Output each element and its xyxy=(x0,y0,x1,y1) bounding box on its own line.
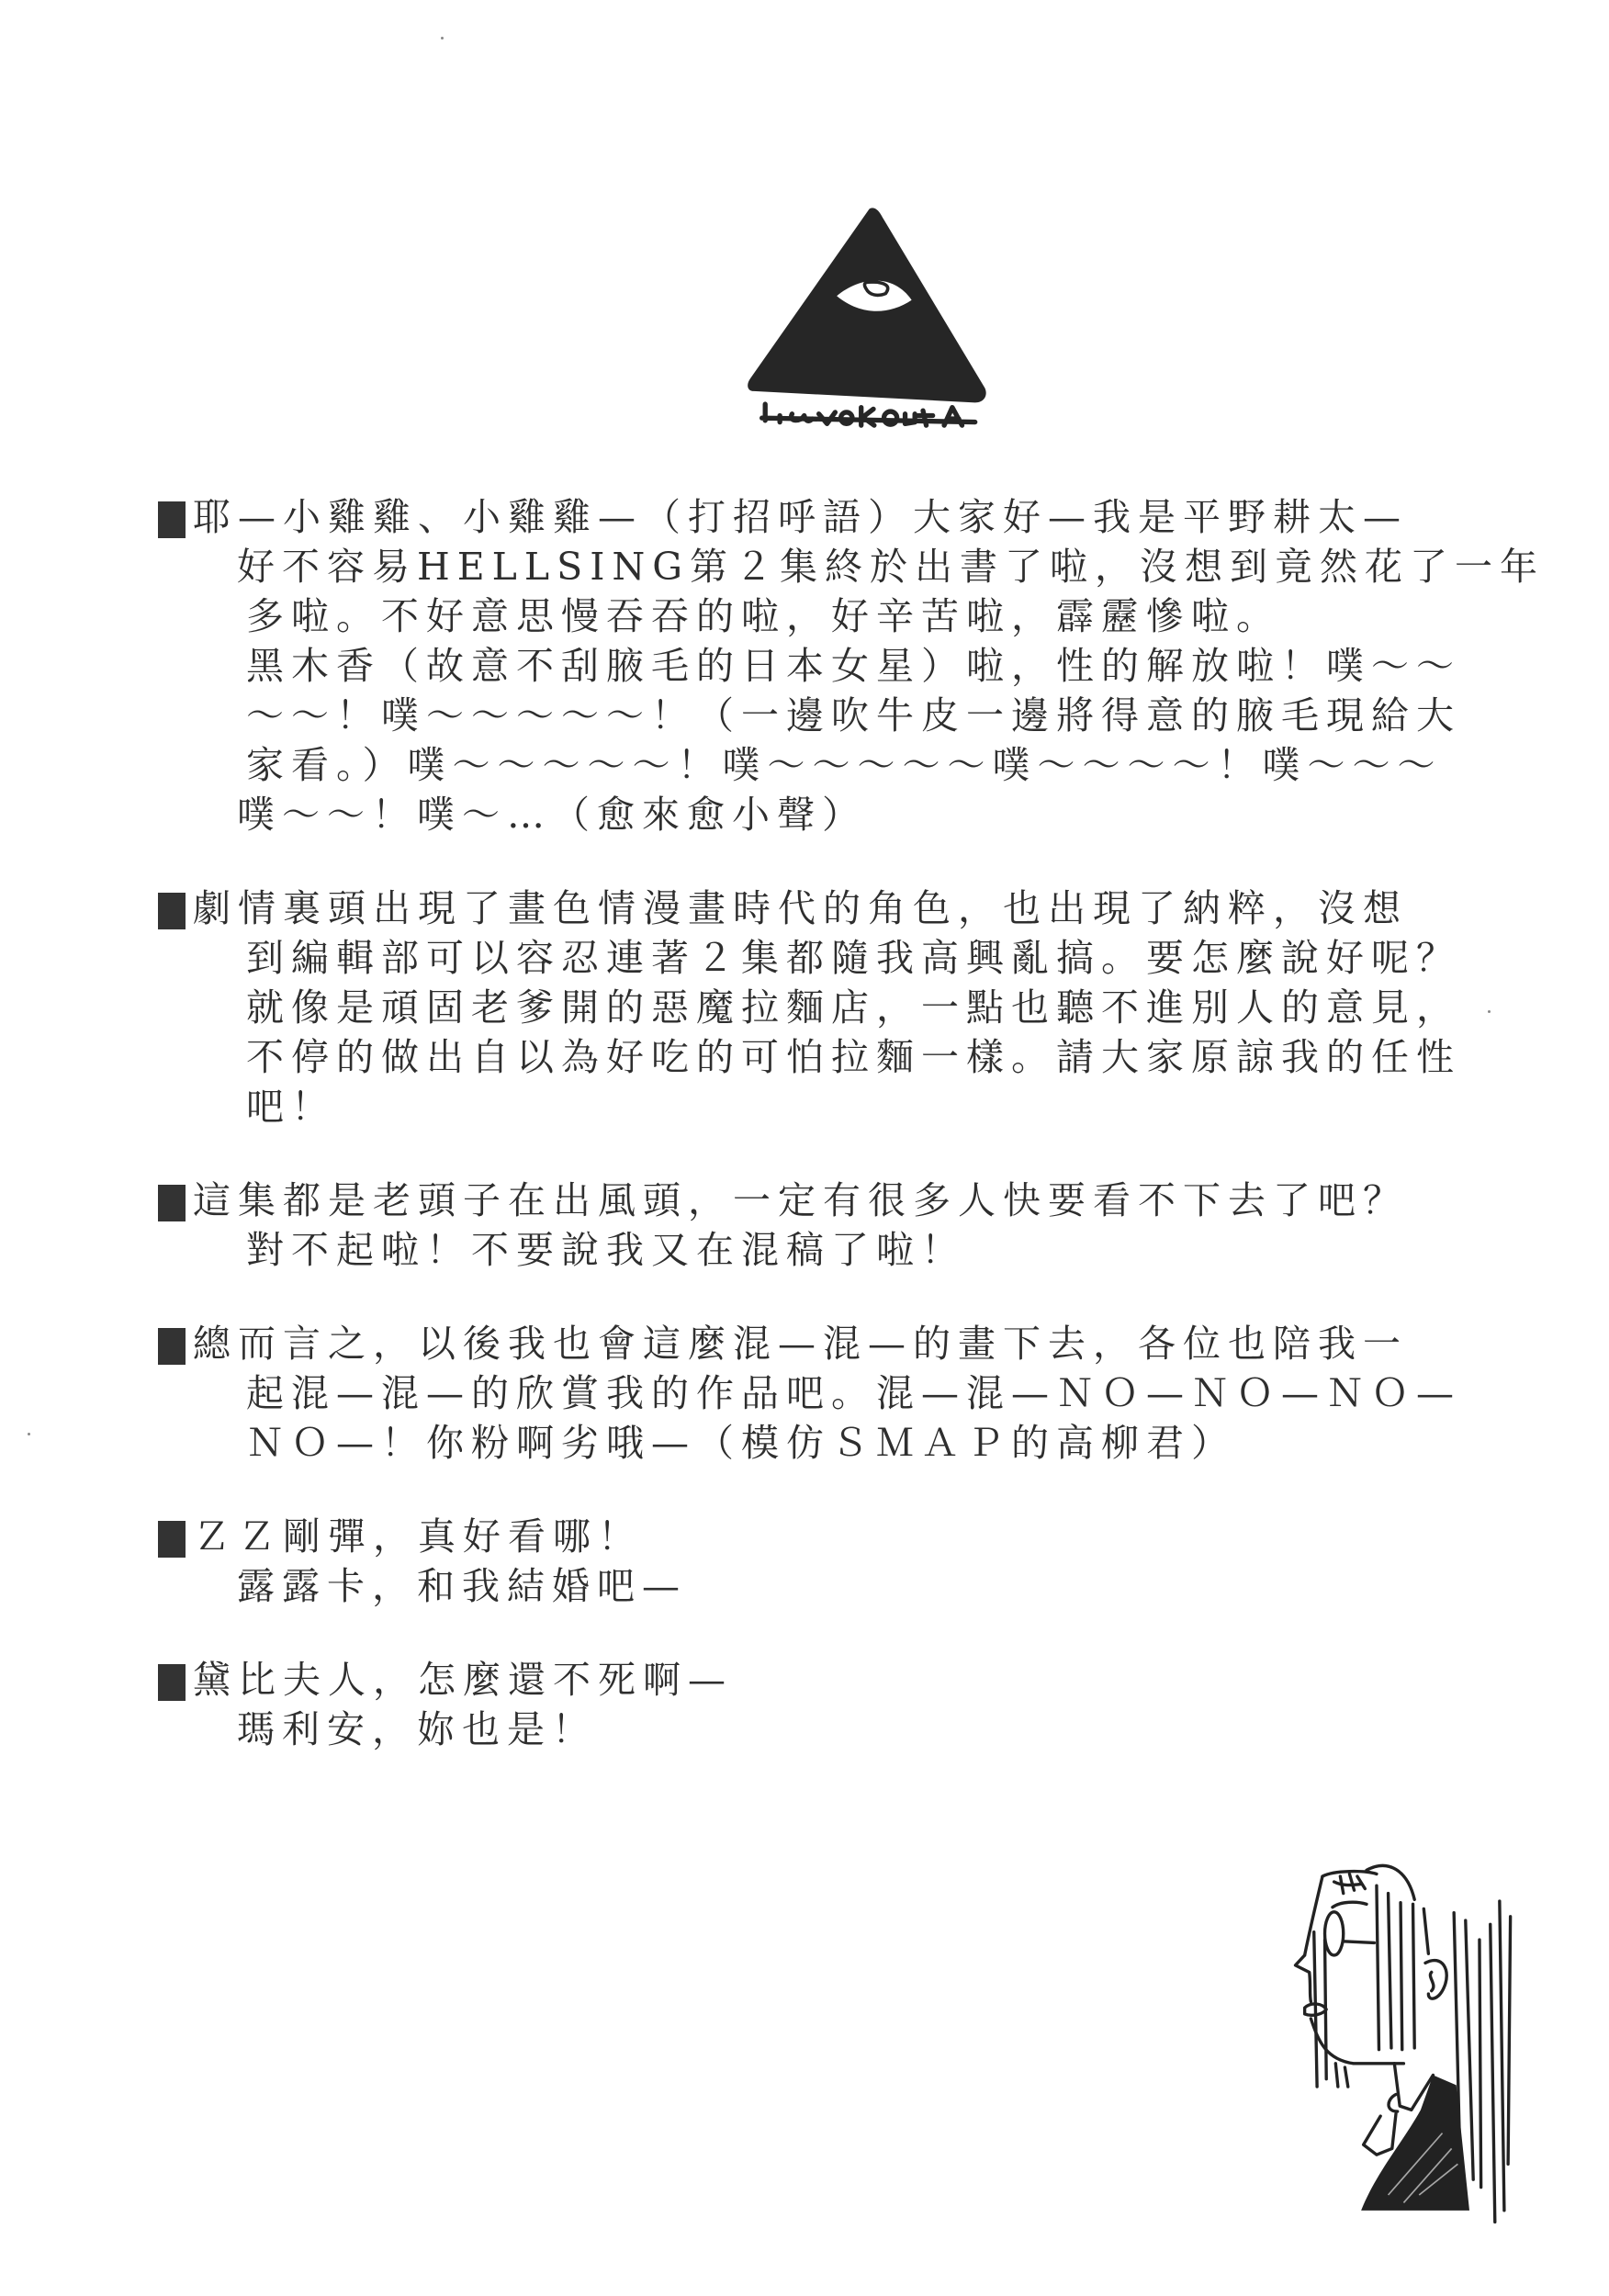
note-line: 家看。）噗～～～～～！噗～～～～～噗～～～～！噗～～～ xyxy=(246,743,1443,787)
note-item xyxy=(158,1655,1554,1754)
note-item xyxy=(158,884,1554,1131)
square-bullet-icon xyxy=(158,1328,186,1365)
note-line: 就像是頑固老爹開的惡魔拉麵店，一點也聽不進別人的意見， xyxy=(246,985,1461,1030)
square-bullet-icon xyxy=(158,501,186,538)
note-line: 不停的做出自以為好吃的可怕拉麵一樣。請大家原諒我的任性 xyxy=(246,1035,1461,1079)
note-line: ＮＯ—！你粉啊劣哦—（模仿ＳＭＡＰ的高柳君） xyxy=(246,1421,1236,1465)
note-line: 瑪利安，妳也是！ xyxy=(237,1707,597,1751)
afterword-notes xyxy=(158,492,1554,1798)
note-line: 這集都是老頭子在出風頭，一定有很多人快要看不下去了吧？ xyxy=(193,1178,1408,1222)
note-line: 耶—小雞雞、小雞雞—（打招呼語）大家好—我是平野耕太— xyxy=(193,495,1408,539)
scan-speck xyxy=(441,37,444,39)
note-line: 黛比夫人，怎麼還不死啊— xyxy=(193,1658,733,1702)
note-line: 噗～～！噗～…（愈來愈小聲） xyxy=(237,793,867,837)
note-line: ～～！噗～～～～～！（一邊吹牛皮一邊將得意的腋毛現給大 xyxy=(246,693,1461,737)
square-bullet-icon xyxy=(158,1521,186,1558)
note-line: 吧！ xyxy=(246,1085,336,1129)
note-line: 總而言之，以後我也會這麼混—混—的畫下去，各位也陪我一 xyxy=(193,1322,1408,1366)
note-line: 對不起啦！不要說我又在混稿了啦！ xyxy=(246,1228,966,1272)
scan-speck xyxy=(28,1433,30,1435)
note-line: 到編輯部可以容忍連著２集都隨我高興亂搞。要怎麼說好呢？ xyxy=(246,936,1461,980)
note-line: 露露卡，和我結婚吧— xyxy=(237,1564,687,1608)
note-item xyxy=(158,1176,1554,1275)
square-bullet-icon xyxy=(158,1664,186,1701)
note-line: 起混—混—的欣賞我的作品吧。混—混—ＮＯ—ＮＯ—ＮＯ— xyxy=(246,1371,1461,1415)
logo xyxy=(731,174,1016,450)
note-item xyxy=(158,1512,1554,1611)
character-sketch-icon xyxy=(1249,1823,1543,2273)
eye-in-triangle-icon xyxy=(731,174,1016,450)
note-item xyxy=(158,492,1554,839)
square-bullet-icon xyxy=(158,893,186,929)
note-line: 多啦。不好意思慢吞吞的啦，好辛苦啦，霹靂慘啦。 xyxy=(246,594,1281,638)
note-line: 黑木香（故意不刮腋毛的日本女星）啦，性的解放啦！噗～～ xyxy=(246,644,1461,688)
square-bullet-icon xyxy=(158,1185,186,1221)
note-line: 好不容易HELLSING第２集終於出書了啦，沒想到竟然花了一年 xyxy=(237,545,1546,589)
character-illustration xyxy=(1249,1823,1543,2273)
scan-speck xyxy=(1488,1010,1491,1013)
note-item xyxy=(158,1319,1554,1468)
note-line: 劇情裏頭出現了畫色情漫畫時代的角色，也出現了納粹，沒想 xyxy=(193,886,1408,930)
signature xyxy=(762,404,975,425)
note-line: ＺＺ剛彈，真好看哪！ xyxy=(193,1514,643,1559)
